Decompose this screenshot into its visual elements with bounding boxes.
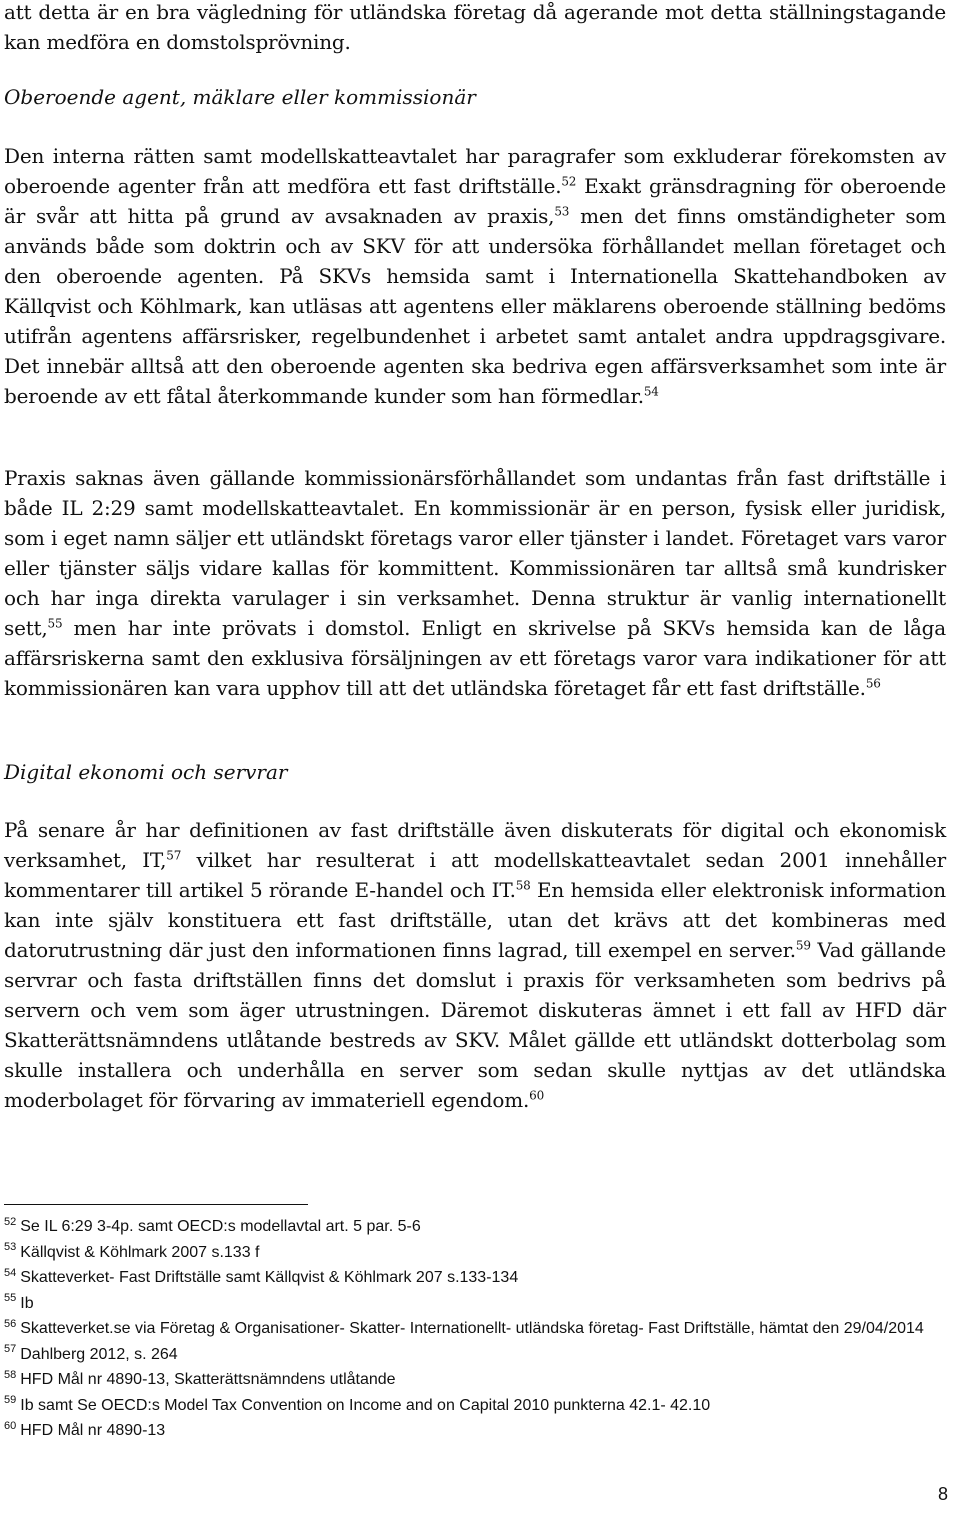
paragraph-oberoende-agent: Den interna rätten samt modellskatteavtalet har paragrafer som exkluderar förekomsten av oberoende agenter från att medföra ett fast driftställe.$^{52}$ Exakt gränsdragning för oberoende är svår att hitta på grund av avsaknaden av praxis,$^{53}$ men det finns omständigheter som används både som doktrin och av SKV för att undersöka förhållandet mellan företaget och den oberoende agenten. På SKVs hemsida samt i Internationella Skattehandboken av Källqvist och Köhlmark, kan utläsas att agentens eller mäklarens oberoende ställning bedöms utifrån agentens affärsrisker, regelbundenhet i arbetet samt antalet andra uppdragsgivare. Det innebär alltså att den oberoende agenten ska bedriva egen affärsverksamhet som inte är beroende av ett fåtal återkommande kunder som han förmedlar.$^{54}$	[4, 144, 946, 408]
paragraph-kommissionar: Praxis saknas även gällande kommissionärsförhållandet som undantas från fast driftställe i både IL 2:29 samt modellskatteavtalet. En kommissionär är en person, fysisk eller juridisk, som i eget namn säljer ett utländskt företags varor eller tjänster i landet. Företaget vars varor eller tjänster säljs vidare kallas för kommittent. Kommissionären tar alltså små kundrisker och har inga direkta varulager i sin verksamhet. Denna struktur är vanlig internationellt sett,$^{55}$ men har inte prövats i domstol. Enligt en skrivelse på SKVs hemsida kan de låga affärsriskerna samt den exklusiva försäljningen av ett företags varor vara indikationer för att kommissionären kan vara upphov till att det utländska företaget får ett fast driftställe.$^{56}$	[4, 466, 946, 700]
page-number: 8	[937, 1484, 948, 1504]
footnote-item: $^{53}$ Källqvist & Köhlmark 2007 s.133 f	[4, 1241, 260, 1261]
footnote-item: $^{59}$ Ib samt Se OECD:s Model Tax Convention on Income and on Capital 2010 punkterna 42.1- 42.10	[4, 1394, 711, 1414]
footnote-item: $^{57}$ Dahlberg 2012, s. 264	[4, 1343, 178, 1363]
footnote-item: $^{58}$ HFD Mål nr 4890-13, Skatterättsnämndens utlåtande	[4, 1368, 396, 1388]
footnote-ref: 58	[515, 878, 531, 893]
heading-oberoende-agent: Oberoende agent, mäklare eller kommissionär	[4, 85, 476, 109]
footnote-ref: 56	[865, 676, 881, 691]
footnote-item: $^{54}$ Skatteverket- Fast Driftställe samt Källqvist & Köhlmark 207 s.133-134	[4, 1266, 519, 1286]
footnote-ref: 57	[166, 848, 182, 863]
footnote-ref: 59	[795, 938, 811, 953]
footnote-ref: 52	[561, 174, 577, 189]
footnote-item: $^{52}$ Se IL 6:29 3-4p. samt OECD:s modellavtal art. 5 par. 5-6	[4, 1215, 421, 1235]
footnote-ref: 53	[554, 204, 570, 219]
footnote-separator	[4, 1204, 308, 1205]
heading-digital-ekonomi: Digital ekonomi och servrar	[4, 760, 288, 784]
footnote-ref: 55	[47, 616, 63, 631]
footnote-item: $^{60}$ HFD Mål nr 4890-13	[4, 1419, 166, 1439]
paragraph-digital-ekonomi: På senare år har definitionen av fast driftställe även diskuterats för digital och ekonomisk verksamhet, IT,$^{57}$ vilket har resulterat i att modellskatteavtalet sedan 2001 innehåller kommentarer till artikel 5 rörande E-handel och IT.$^{58}$ En hemsida eller elektronisk information kan inte själv konstituera ett fast driftställe, utan det krävs att det kombineras med datorutrustning där just den informationen finns lagrad, till exempel en server.$^{59}$ Vad gällande servrar och fasta driftställen finns det domslut i praxis för verksamheten som bedrivs på servern och vem som äger utrustningen. Däremot diskuteras ämnet i ett fall av HFD där Skatterättsnämndens utlåtande bestreds av SKV. Målet gällde ett utländskt dotterbolag som skulle installera och underhålla en server som sedan skulle nyttjas av det utländska moderbolaget för förvaring av immateriell egendom.$^{60}$	[4, 818, 946, 1112]
footnote-item: $^{55}$ Ib	[4, 1292, 34, 1312]
footnote-item: $^{56}$ Skatteverket.se via Företag & Organisationer- Skatter- Internationellt- utländska företag- Fast Driftställe, hämtat den 29/04/2014	[4, 1317, 924, 1337]
footnote-ref: 54	[643, 384, 659, 399]
footnote-ref: 60	[529, 1088, 545, 1103]
paragraph-intro: att detta är en bra vägledning för utländska företag då agerande mot detta ställningstagande kan medföra en domstolsprövning.	[4, 0, 946, 54]
footnotes	[4, 1214, 946, 1444]
